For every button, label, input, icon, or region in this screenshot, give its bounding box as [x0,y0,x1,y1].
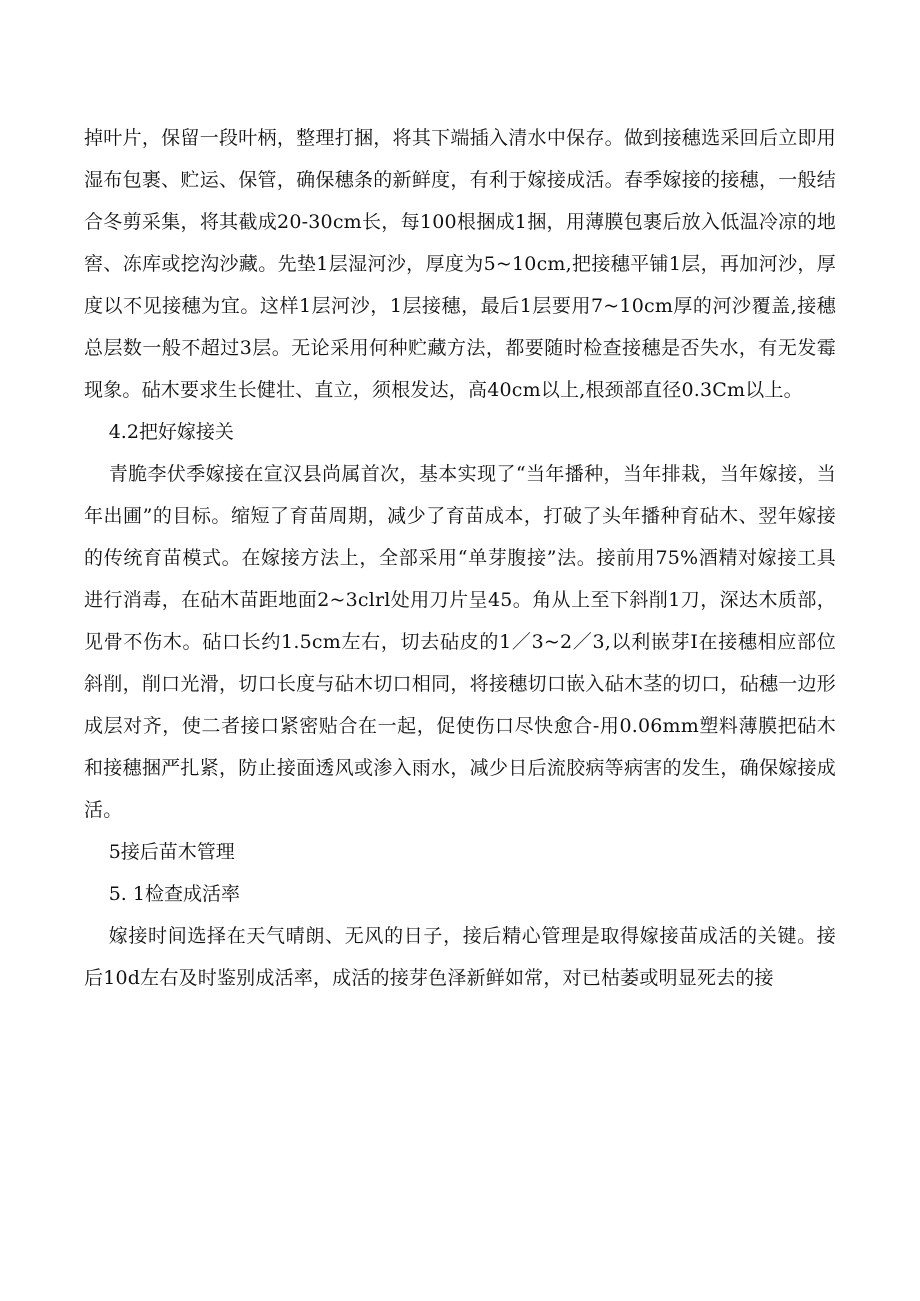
section-heading-5-1: 5. 1检查成活率 [108,883,240,905]
section-heading-5: 5接后苗木管理 [108,841,235,863]
paragraph-seed-storage: 掉叶片，保留一段叶柄，整理打捆，将其下端插入清水中保存。做到接穗选采回后立即用湿布包裹、贮运、保管，确保穗条的新鲜度，有利于嫁接成活。春季嫁接的接穗，一般结合冬剪采集，将其截成20-30cm长，每100根捆成1捆，用薄膜包裹后放入低温冷凉的地窖、冻库或挖沟沙藏。先垫1层湿河沙，厚度为5~10cm,把接穗平铺1层，再加河沙，厚度以不见接穗为宜。这样1层河沙，1层接穗，最后1层要用7~10cm厚的河沙覆盖,接穗总层数一般不超过3层。无论采用何种贮藏方法，都要随时检查接穗是否失水，有无发霉现象。砧木要求生长健壮、直立，须根发达，高40cm以上,根颈部直径0.3Cm以上。 [84,127,836,401]
paragraph-survival-check: 嫁接时间选择在天气晴朗、无风的日子，接后精心管理是取得嫁接苗成活的关键。接后10d左右及时鉴别成活率，成活的接芽色泽新鲜如常，对已枯萎或明显死去的接 [84,925,836,989]
paragraph-grafting-method: 青脆李伏季嫁接在宣汉县尚属首次，基本实现了“当年播种，当年排栽，当年嫁接，当年出圃”的目标。缩短了育苗周期，减少了育苗成本，打破了头年播种育砧木、翌年嫁接的传统育苗模式。在嫁接方法上，全部采用“单芽腹接”法。接前用75%酒精对嫁接工具进行消毒，在砧木苗距地面2~3clrl处用刀片呈45。角从上至下斜削1刀，深达木质部，见骨不伤木。砧口长约1.5cm左右，切去砧皮的1／3~2／3,以利嵌芽I在接穗相应部位斜削，削口光滑，切口长度与砧木切口相同，将接穗切口嵌入砧木茎的切口，砧穗一边形成层对齐，使二者接口紧密贴合在一起，促使伤口尽快愈合-用0.06mm塑料薄膜把砧木和接穗捆严扎紧，防止接面透风或渗入雨水，减少日后流胶病等病害的发生，确保嫁接成活。 [84,463,836,821]
document-body [84,117,836,999]
section-heading-4-2: 4.2把好嫁接关 [108,421,234,443]
